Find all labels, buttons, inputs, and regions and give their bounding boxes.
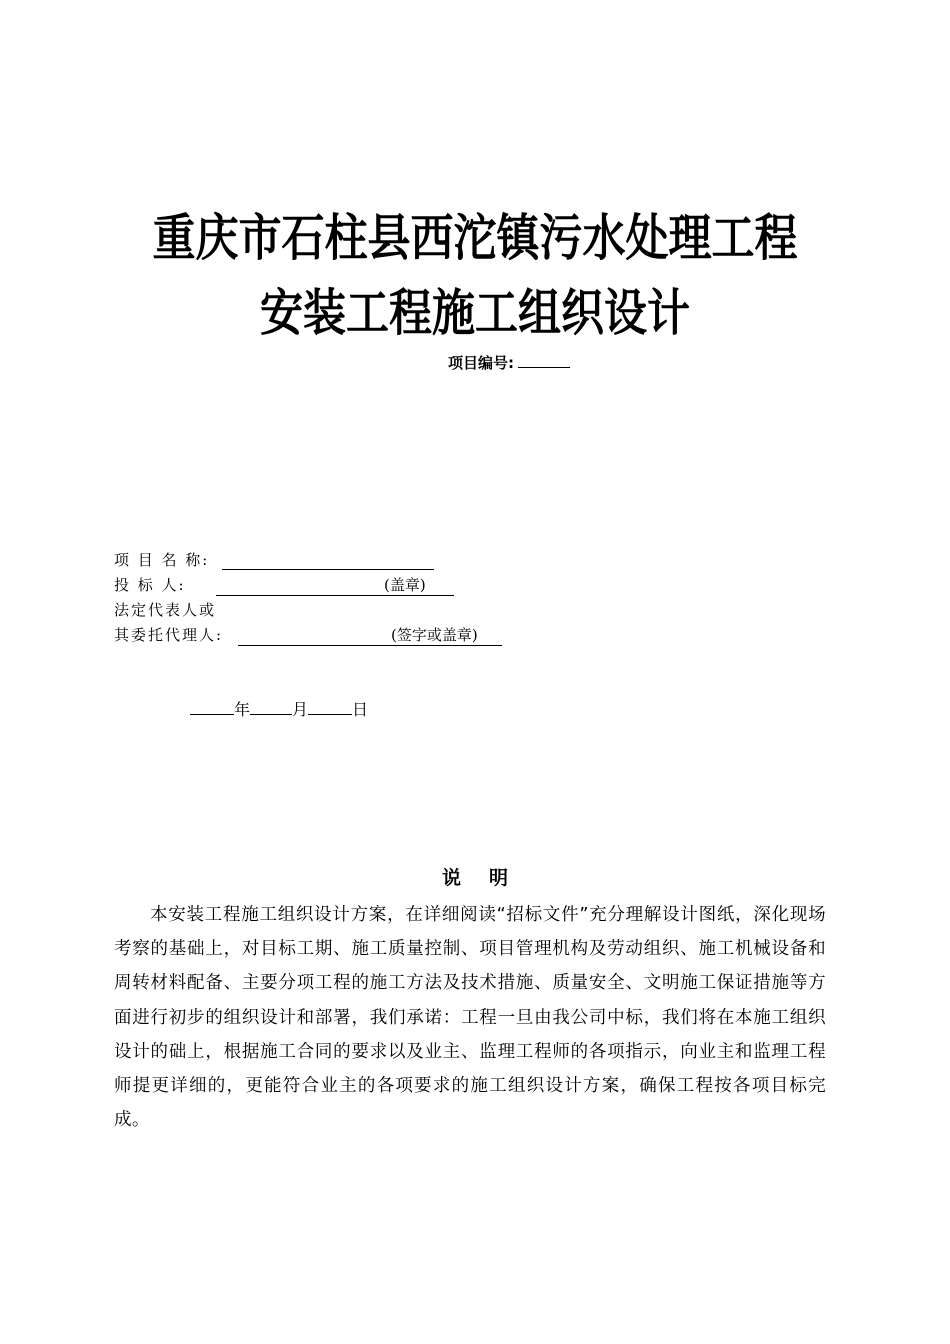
year-label: 年 [234,700,251,719]
legal-rep-label-line-2: 其委托代理人: [114,626,224,644]
description-heading: 说明 [441,867,536,889]
day-blank [308,698,352,715]
year-blank [190,698,234,715]
document-title-line-1: 重庆市石柱县西沱镇污水处理工程 [152,208,798,267]
legal-rep-label-line-1: 法定代表人或 [114,601,217,619]
date-line [190,698,368,722]
project-name-blank [222,569,434,570]
bidder-label: 投 标 人: [114,576,186,594]
day-label: 日 [352,700,369,719]
project-number-label: 项目编号: [448,354,514,372]
month-blank [250,698,292,715]
document-title-line-2: 安装工程施工组织设计 [260,283,690,342]
project-number-blank [518,353,570,368]
month-label: 月 [292,700,309,719]
project-name-label: 项 目 名 称: [114,551,210,569]
project-number [448,353,570,373]
bidder-stamp-note: (盖章) [384,576,426,594]
legal-rep-sign-note: (签字或盖章) [391,626,478,644]
description-body: 本安装工程施工组织设计方案，在详细阅读“招标文件”充分理解设计图纸，深化现场考察的基础上，对目标工期、施工质量控制、项目管理机构及劳动组织、施工机械设备和周转材料配备、主要分项工程的施工方法及技术措施、质量安全、文明施工保证措施等方面进行初步的组织设计和部署，我们承诺：工程一旦由我公司中标，我们将在本施工组织设计的础上，根据施工合同的要求以及业主、监理工程师的各项指示，向业主和监理工程师提更详细的，更能符合业主的各项要求的施工组织设计方案，确保工程按各项目标完成。 [114,905,826,1131]
